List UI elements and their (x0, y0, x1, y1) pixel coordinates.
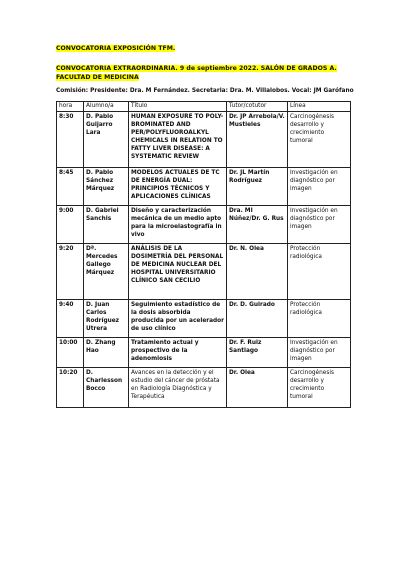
cell-titulo: Tratamiento actual y prospectivo de la adenomiosis (129, 338, 227, 368)
cell-tutor: Dr. F. Ruiz Santiago (227, 338, 288, 368)
table-row (57, 112, 351, 168)
cell-tutor: Dr. JP Arrebola/V. Mustieles (227, 112, 288, 168)
cell-tutor: Dr. Olea (227, 368, 288, 408)
cell-titulo: Avances en la detección y el estudio del cáncer de próstata en Radiología Diagnóstica y Terapéutica (129, 368, 227, 408)
cell-linea: Carcinogénesis desarrollo y crecimiento tumoral (288, 112, 351, 168)
cell-titulo: HUMAN EXPOSURE TO POLY-BROMINATED AND PER/POLYFLUOROALKYL CHEMICALS IN RELATION TO FATTY LIVER DISEASE: A SYSTEMATIC REVIEW (129, 112, 227, 168)
cell-linea: Investigación en diagnóstico por imagen (288, 206, 351, 244)
table-row (57, 300, 351, 338)
cell-hora: 10:20 (57, 368, 84, 408)
cell-tutor: Dr. JL Martín Rodríguez (227, 168, 288, 206)
cell-titulo: MODELOS ACTUALES DE TC DE ENERGÍA DUAL: PRINCIPIOS TÉCNICOS Y APLICACIONES CLÍNICAS (129, 168, 227, 206)
table-row (57, 368, 351, 408)
cell-linea: Protección radiológica (288, 300, 351, 338)
cell-linea: Protección radiológica (288, 244, 351, 300)
schedule-table (56, 101, 351, 408)
column-header-tutor: Tutor/cotutor (227, 102, 288, 112)
cell-tutor: Dr. D. Guirado (227, 300, 288, 338)
cell-alumno: D. Gabriel Sanchis (84, 206, 129, 244)
cell-alumno: D. Zhang Hao (84, 338, 129, 368)
table-header-row (57, 102, 351, 112)
cell-hora: 8:30 (57, 112, 84, 168)
cell-titulo: Diseño y caracterización mecánica de un medio apto para la microelastografía in vivo (129, 206, 227, 244)
cell-alumno: Dª. Mercedes Gallego Márquez (84, 244, 129, 300)
cell-titulo: Seguimiento estadístico de la dosis absorbida producida por un acelerador de uso clínico (129, 300, 227, 338)
cell-alumno: D. Pablo Sánchez Márquez (84, 168, 129, 206)
cell-hora: 8:45 (57, 168, 84, 206)
column-header-hora: hora (57, 102, 84, 112)
column-header-titulo: Título (129, 102, 227, 112)
table-row (57, 338, 351, 368)
cell-hora: 9:00 (57, 206, 84, 244)
table-row (57, 206, 351, 244)
cell-tutor: Dra. MI Núñez/Dr. G. Rus (227, 206, 288, 244)
cell-alumno: D. Charlesson Bocco (84, 368, 129, 408)
cell-alumno: D. Juan Carlos Rodríguez Utrera (84, 300, 129, 338)
cell-linea: Investigación en diagnóstico por imagen (288, 338, 351, 368)
cell-titulo: ANÁLISIS DE LA DOSIMETRÍA DEL PERSONAL DE MEDICINA NUCLEAR DEL HOSPITAL UNIVERSITARIO CLÍNICO SAN CECILIO (129, 244, 227, 300)
committee-line: Comisión: Presidente: Dra. M Fernández. Secretaria: Dra. M. Villalobos. Vocal: JM Garófano (56, 88, 354, 94)
convocatoria-subtitle: CONVOCATORIA EXTRAORDINARIA. 9 de septiembre 2022. SALÓN DE GRADOS A. FACULTAD DE MEDICINA (56, 65, 337, 81)
table-row (57, 168, 351, 206)
cell-alumno: D. Pablo Guijarro Lara (84, 112, 129, 168)
column-header-linea: Línea (288, 102, 351, 112)
cell-tutor: Dr. N. Olea (227, 244, 288, 300)
cell-hora: 9:20 (57, 244, 84, 300)
convocatoria-title: CONVOCATORIA EXPOSICIÓN TFM. (56, 45, 176, 52)
cell-hora: 10:00 (57, 338, 84, 368)
cell-linea: Investigación en diagnóstico por imagen (288, 168, 351, 206)
table-row (57, 244, 351, 300)
cell-hora: 9:40 (57, 300, 84, 338)
cell-linea: Carcinogénesis desarrollo y crecimiento tumoral (288, 368, 351, 408)
column-header-alumno: Alumno/a (84, 102, 129, 112)
